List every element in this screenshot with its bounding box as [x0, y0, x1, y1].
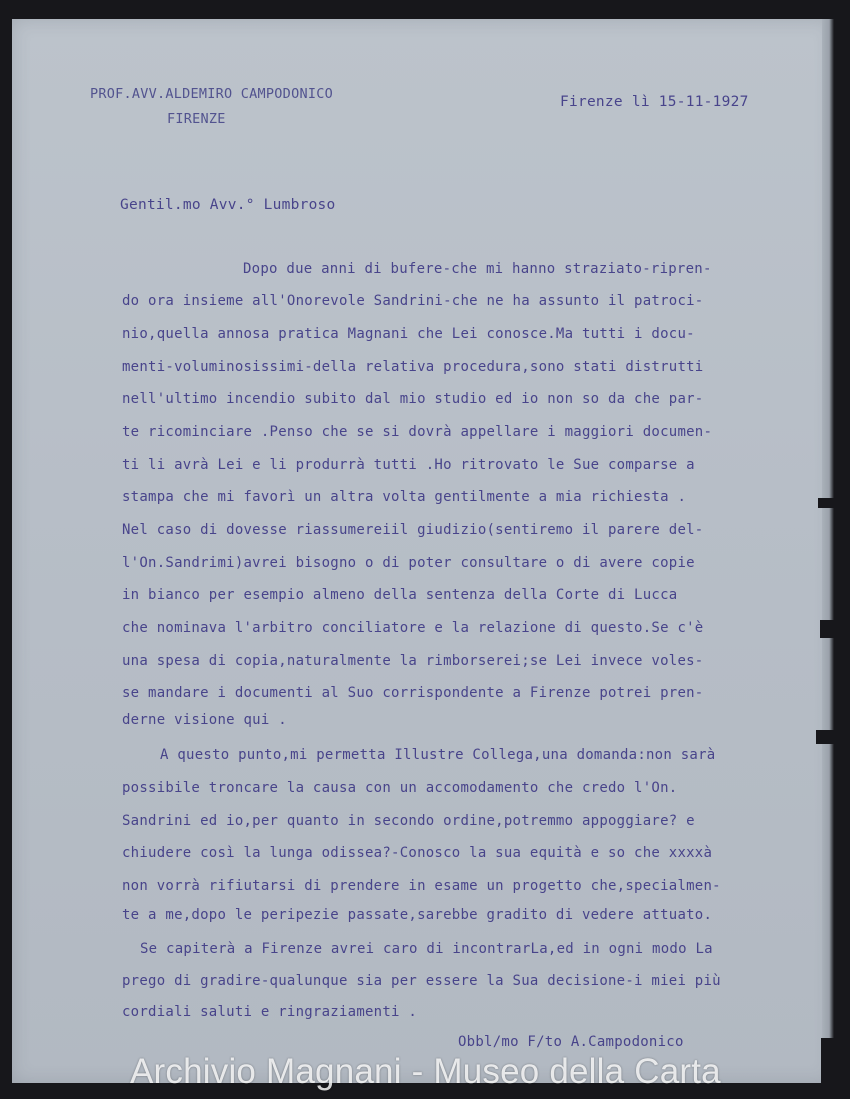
- body-line: A questo punto,mi permetta Illustre Collega,una domanda:non sarà: [160, 747, 716, 763]
- sheet-edge: [822, 19, 834, 1083]
- body-line: se mandare i documenti al Suo corrispondente a Firenze potrei pren-: [122, 685, 704, 701]
- letterhead-name: PROF.AVV.ALDEMIRO CAMPODONICO: [90, 86, 333, 102]
- body-line: ti li avrà Lei e li produrrà tutti .Ho ritrovato le Sue comparse a: [122, 457, 695, 473]
- body-line: possibile troncare la causa con un accomodamento che credo l'On.: [122, 780, 678, 796]
- body-line: che nominava l'arbitro conciliatore e la relazione di questo.Se c'è: [122, 620, 704, 636]
- torn-edge: [820, 620, 834, 638]
- body-line: cordiali saluti e ringraziamenti .: [122, 1004, 418, 1020]
- salutation: Gentil.mo Avv.° Lumbroso: [120, 197, 336, 213]
- body-line: menti-voluminosissimi-della relativa procedura,sono stati distrutti: [122, 359, 704, 375]
- body-line: prego di gradire-qualunque sia per essere la Sua decisione-i miei più: [122, 973, 721, 989]
- body-line: chiudere così la lunga odissea?-Conosco la sua equità e so che xxxxà: [122, 845, 713, 861]
- torn-edge: [818, 498, 834, 508]
- torn-edge: [816, 730, 834, 744]
- body-line: l'On.Sandrimi)avrei bisogno o di poter consultare o di avere copie: [122, 555, 695, 571]
- archive-watermark: Archivio Magnani - Museo della Carta: [130, 1052, 721, 1091]
- letter-date: Firenze lì 15-11-1927: [560, 94, 749, 110]
- body-line: te a me,dopo le peripezie passate,sarebbe gradito di vedere attuato.: [122, 907, 713, 923]
- body-line: non vorrà rifiutarsi di prendere in esame un progetto che,specialmen-: [122, 878, 721, 894]
- body-line: Dopo due anni di bufere-che mi hanno straziato-ripren-: [243, 261, 712, 277]
- body-line: derne visione qui .: [122, 712, 287, 728]
- body-line: nio,quella annosa pratica Magnani che Lei conosce.Ma tutti i docu-: [122, 326, 695, 342]
- body-line: Sandrini ed io,per quanto in secondo ordine,potremmo appoggiare? e: [122, 813, 695, 829]
- signature: Obbl/mo F/to A.Campodonico: [458, 1034, 684, 1050]
- body-line: te ricominciare .Penso che se si dovrà appellare i maggiori documen-: [122, 424, 713, 440]
- body-line: Nel caso di dovesse riassumereiil giudizio(sentiremo il parere del-: [122, 522, 704, 538]
- letterhead-city: FIRENZE: [167, 111, 226, 127]
- body-line: do ora insieme all'Onorevole Sandrini-che ne ha assunto il patroci-: [122, 293, 704, 309]
- body-line: nell'ultimo incendio subito dal mio studio ed io non so da che par-: [122, 391, 704, 407]
- letter-sheet: [12, 19, 832, 1083]
- body-line: in bianco per esempio almeno della sentenza della Corte di Lucca: [122, 587, 678, 603]
- body-line: Se capiterà a Firenze avrei caro di incontrarLa,ed in ogni modo La: [140, 941, 713, 957]
- torn-edge: [821, 1038, 834, 1083]
- body-line: una spesa di copia,naturalmente la rimborserei;se Lei invece voles-: [122, 653, 704, 669]
- body-line: stampa che mi favorì un altra volta gentilmente a mia richiesta .: [122, 489, 687, 505]
